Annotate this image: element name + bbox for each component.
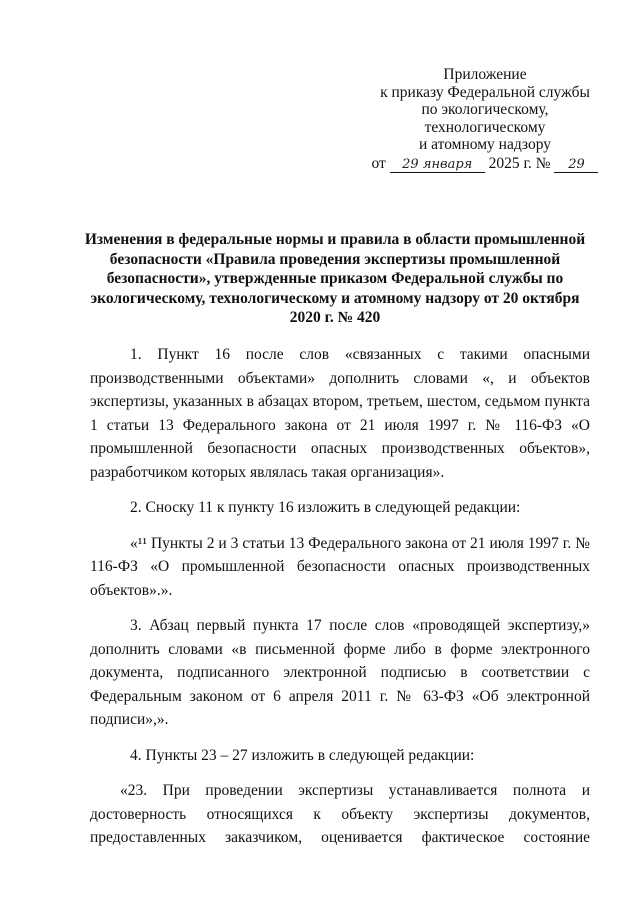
appendix-line: к приказу Федеральной службы	[380, 83, 590, 101]
paragraph-item-3: 3. Абзац первый пункта 17 после слов «проводящей экспертизу,» дополнить словами «в письменной форме либо в форме электронного документа, подписанного электронной подписью в соответствии с Федеральным законом от 6 апреля 2011 г. № 63-ФЗ «Об электронной подписи»,».	[90, 617, 590, 728]
appendix-line: технологическому	[424, 118, 546, 136]
order-year: 2025 г. №	[488, 154, 551, 172]
paragraph-item-1: 1. Пункт 16 после слов «связанных с такими опасными производственными объектами» дополнить словами «, и объектов экспертизы, указанных в абзацах втором, третьем, шестом, седьмом пункта 1 статьи 13 Федерального закона от 21 июля 1997 г. № 116-ФЗ «О промышленной безопасности опасных производственных объектов», разработчиком которых являлась такая организация».	[90, 346, 590, 481]
order-number-handwritten: 29	[554, 157, 598, 173]
appendix-line: и атомному надзору	[419, 136, 551, 153]
document-title: Изменения в федеральные нормы и правила в области промышленной безопасности «Правила проведения экспертизы промышленной безопасности», утвержденные приказом Федеральной службы по экологическому, технологическому и атомному надзору от 20 октября 2020 г. № 420	[84, 231, 586, 326]
appendix-header	[360, 66, 610, 173]
paragraph-item-4: 4. Пункты 23 – 27 изложить в следующей редакции:	[130, 746, 475, 764]
order-reference	[360, 155, 610, 173]
paragraph-footnote-text: «¹¹ Пункты 2 и 3 статьи 13 Федерального закона от 21 июля 1997 г. № 116-ФЗ «О промышленной безопасности опасных производственных объектов».».	[90, 534, 590, 599]
order-date-handwritten: 29 января	[390, 157, 485, 173]
paragraph-item-23: «23. При проведении экспертизы устанавливается полнота и достоверность относящихся к объекту экспертизы документов, предоставленных заказчиком, оценивается фактическое состояние	[90, 782, 590, 846]
appendix-line: по экологическому,	[421, 101, 549, 118]
appendix-line: Приложение	[443, 66, 527, 83]
paragraph-item-2: 2. Сноску 11 к пункту 16 изложить в следующей редакции:	[130, 499, 521, 516]
document-body	[90, 343, 590, 862]
order-prefix: от	[371, 154, 386, 172]
